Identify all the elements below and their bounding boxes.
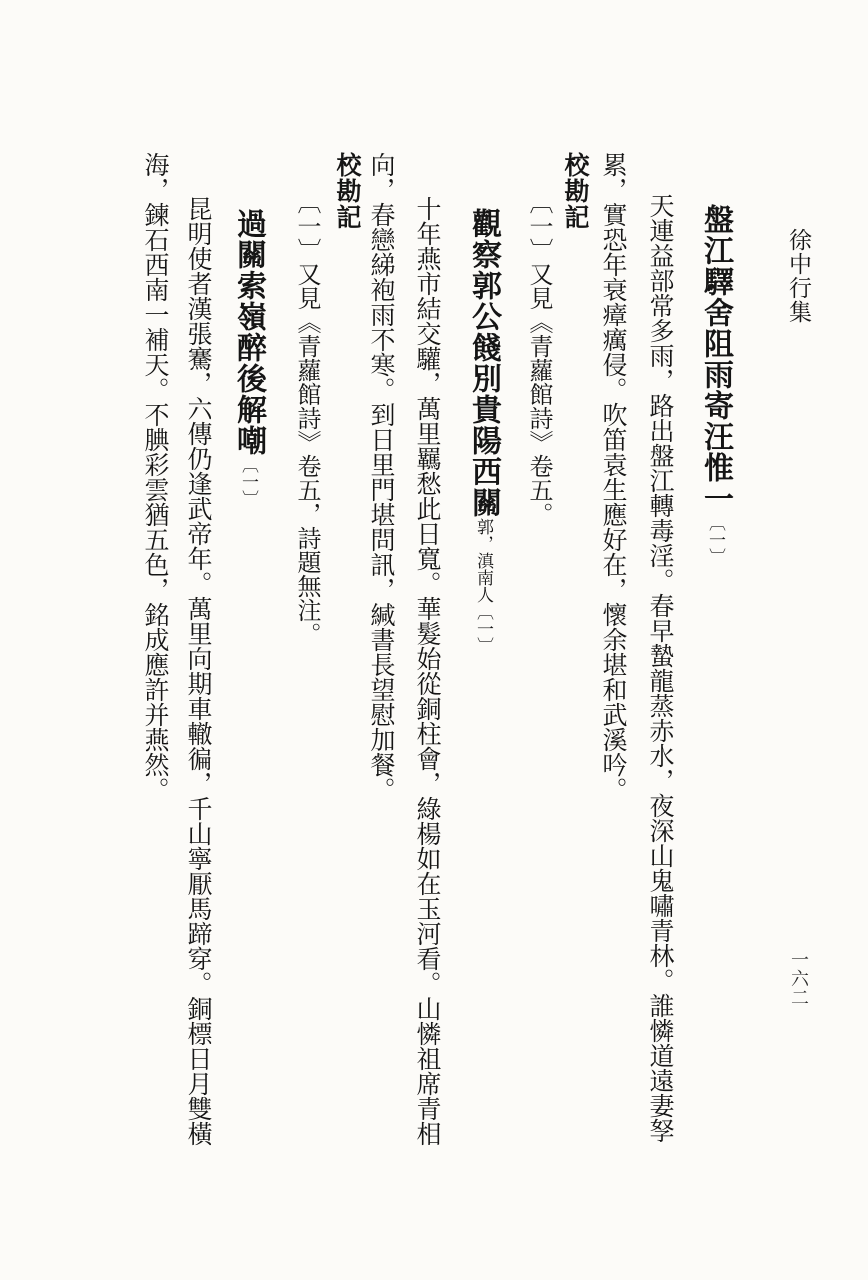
poem-2-text-column-1: 十年燕市結交驩，萬里羈愁此日寬。華髮始從銅柱會，綠楊如在玉河看。山憐祖席青相 xyxy=(413,196,440,1146)
poem-1-title xyxy=(700,204,730,565)
poem-1-title-note-marker: 〔一〕 xyxy=(706,514,725,565)
poem-1-collation-header: 校勘記 xyxy=(561,152,588,230)
poem-1-title-text: 盤江驛舍阻雨寄汪惟一 xyxy=(699,204,732,514)
running-header: 徐中行集 xyxy=(786,228,811,324)
poem-3-text-column-1: 昆明使者漢張騫，六傳仍逢武帝年。萬里向期車轍徧，千山寧厭馬蹄穿。銅標日月雙橫 xyxy=(184,196,211,1146)
poem-3-title xyxy=(233,208,263,507)
poem-2-collation-header: 校勘記 xyxy=(333,152,360,230)
poem-2-text-column-2: 向，春戀綈袍雨不寒。到日里門堪問訊，緘書長望慰加餐。 xyxy=(367,152,394,802)
poem-2-title-inline-note: 郭，滇南人 xyxy=(474,518,493,603)
poem-3-title-note-marker: 〔一〕 xyxy=(239,456,258,507)
poem-2-title-text: 觀察郭公餞別貴陽西關 xyxy=(467,208,500,518)
poem-1-text-column-1: 天連益部常多雨，路出盤江轉毒淫。春早蟄龍蒸赤水，夜深山鬼嘯青林。誰憐道遠妻孥 xyxy=(646,193,673,1143)
poem-2-title xyxy=(468,208,498,654)
poem-2-title-note-marker: 〔一〕 xyxy=(474,603,493,654)
poem-2-collation-note: 〔一〕又見《青蘿館詩》卷五，詩題無注。 xyxy=(293,190,319,646)
poem-3-title-text: 過關索嶺醉後解嘲 xyxy=(232,208,265,456)
poem-1-collation-note: 〔一〕又見《青蘿館詩》卷五。 xyxy=(525,190,551,526)
page-number: 一六二 xyxy=(789,950,809,1007)
poem-3-text-column-2: 海，鍊石西南一補天。不腆彩雲猶五色，銘成應許并燕然。 xyxy=(141,152,168,802)
poem-1-text-column-2: 累，實恐年衰瘴癘侵。吹笛袁生應好在，懷余堪和武溪吟。 xyxy=(599,152,626,802)
